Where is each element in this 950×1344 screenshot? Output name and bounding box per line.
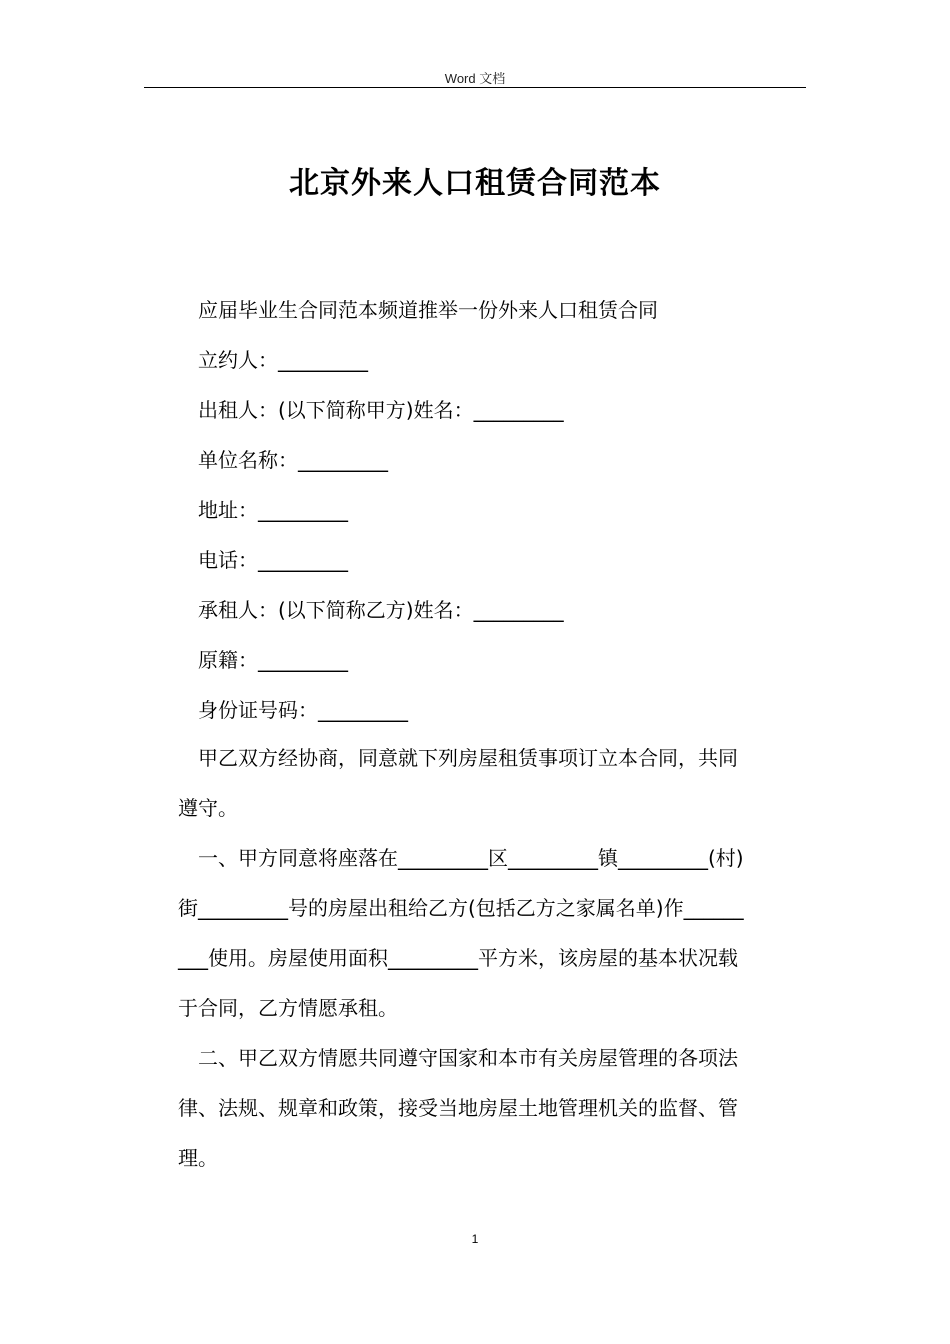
intro-line: 应届毕业生合同范本频道推举一份外来人口租赁合同 — [198, 298, 658, 322]
party-signatory-line: 立约人：_________ — [198, 348, 368, 372]
clause-1-line-4: 于合同，乙方情愿承租。 — [178, 996, 398, 1020]
document-header: Word 文档 — [444, 71, 506, 86]
clause-2-line-1: 二、甲乙双方情愿共同遵守国家和本市有关房屋管理的各项法 — [198, 1046, 738, 1070]
phone-line: 电话：_________ — [198, 548, 348, 572]
origin-line: 原籍：_________ — [198, 648, 348, 672]
id-number-line: 身份证号码：_________ — [198, 698, 408, 722]
address-line: 地址：_________ — [198, 498, 348, 522]
employer-line: 单位名称：_________ — [198, 448, 388, 472]
clause-1-line-1: 一、甲方同意将座落在_________区_________镇_________(村) — [198, 846, 744, 870]
agreement-paragraph-line-2: 遵守。 — [178, 796, 238, 820]
document-title: 北京外来人口租赁合同范本 — [289, 166, 661, 201]
clause-1-line-2: 街_________号的房屋出租给乙方(包括乙方之家属名单)作______ — [178, 896, 744, 920]
lessor-name-line: 出租人：(以下简称甲方)姓名：_________ — [198, 398, 564, 422]
clause-2-line-3: 理。 — [178, 1146, 218, 1170]
lessee-name-line: 承租人：(以下简称乙方)姓名：_________ — [198, 598, 564, 622]
clause-1-line-3: ___使用。房屋使用面积_________平方米，该房屋的基本状况载 — [178, 946, 738, 970]
agreement-paragraph-line-1: 甲乙双方经协商，同意就下列房屋租赁事项订立本合同，共同 — [198, 746, 738, 770]
page-number: 1 — [471, 1232, 479, 1246]
header-divider — [144, 87, 806, 88]
clause-2-line-2: 律、法规、规章和政策，接受当地房屋土地管理机关的监督、管 — [178, 1096, 738, 1120]
